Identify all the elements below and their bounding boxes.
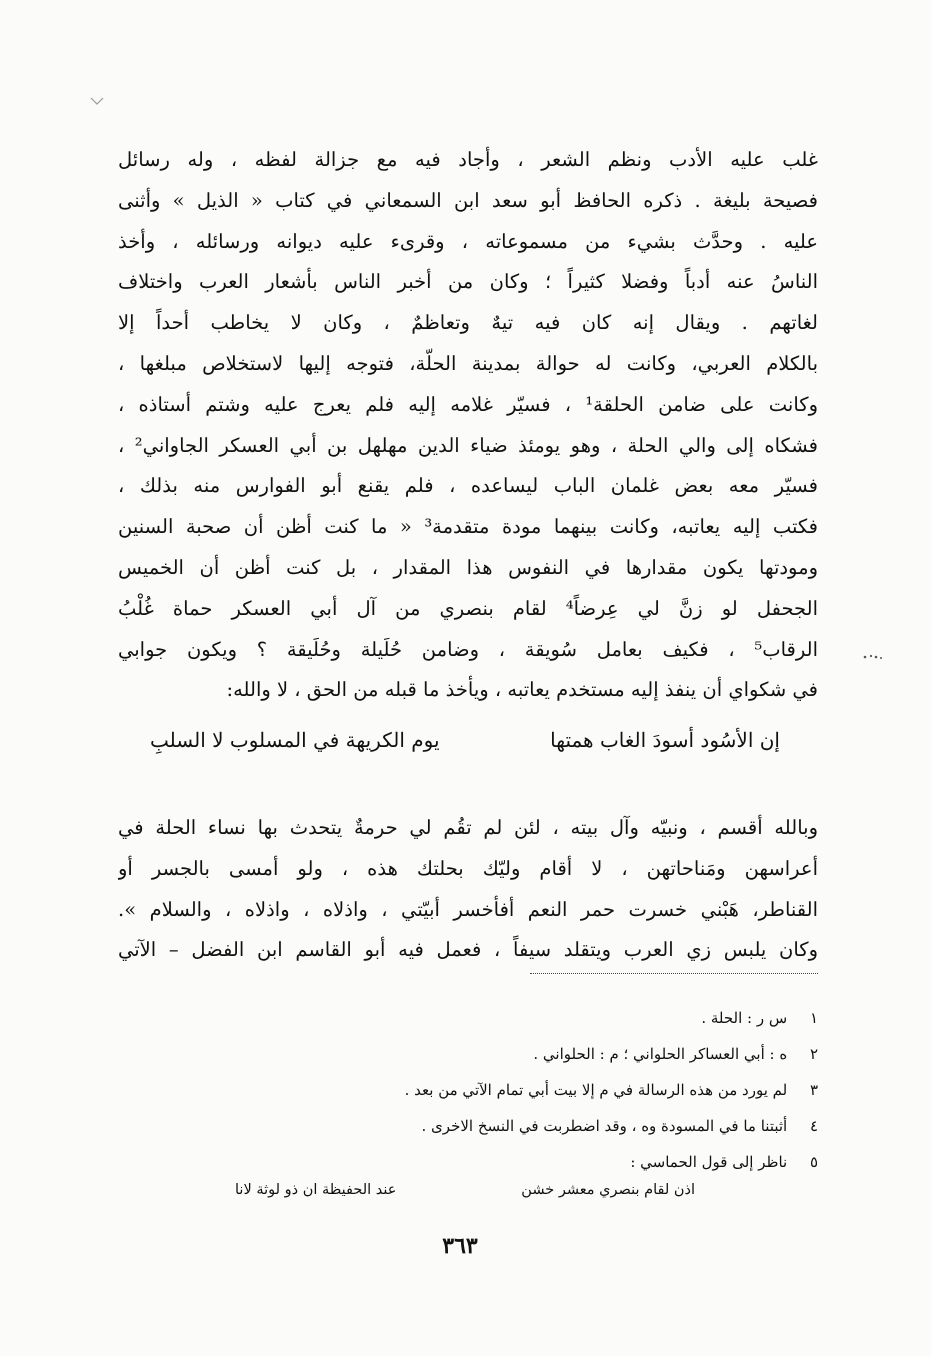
footnote [230,1108,818,1144]
text-line: غلب عليه الأدب ونظم الشعر ، وأجاد فيه مع جزالة لفظه ، وله رسائل [118,148,818,171]
verse-first-hemistich: إن الأسُود أسودَ الغاب همتها [550,728,780,752]
footnote-text: لم يورد من هذه الرسالة في م إلا بيت أبي تمام الآتي من بعد . [404,1081,788,1099]
footnote [230,1000,818,1036]
footnote-text: أثبتنا ما في المسودة وه ، وقد اضطربت في النسخ الاخرى . [421,1117,788,1135]
footnote-number: ٣ [809,1081,818,1099]
text-line: عليه . وحدَّث بشيء من مسموعاته ، وقرىء عليه ديوانه ورسائله ، وأخذ [118,229,818,253]
text-line: وكانت على ضامن الحلقة¹ ، فسيّر غلامه إليه فلم يعرج عليه وشتم أستاذه ، [118,392,818,416]
footnote-text: س ر : الحلة . [701,1009,788,1027]
footnotes [230,1000,818,1180]
page-number: ٣٦٣ [442,1233,478,1259]
text-line: الجحفل لو زنَّ لي عِرضاً⁴ لقام بنصري من آل أبي العسكر حماة غُلْبُ [118,596,818,620]
verse-second-hemistich: يوم الكريهة في المسلوب لا السلبِ [150,728,440,752]
text-line: في شكواي أن ينفذ إليه مستخدم يعاتبه ، ويأخذ ما قبله من الحق ، لا والله: [226,678,818,702]
footnote-verse [235,1175,695,1205]
main-text-block-continued [118,808,818,971]
footnote [230,1036,818,1072]
footnote-number: ٢ [809,1045,818,1063]
footnote-number: ٤ [809,1117,818,1135]
footnote-number: ١ [809,1009,818,1027]
footnote-text: ناظر إلى قول الحماسي : [630,1153,788,1171]
text-line: بالكلام العربي، وكانت له حوالة بمدينة الحلّة، فتوجه إليها لاستخلاص مبلغها ، [118,351,818,375]
poem-verse [150,718,780,762]
text-line: أعراسهن ومَناحاتهن ، لا أقام وليّك بحلتك هذه ، ولو أمسى بالجسر أو [118,856,818,880]
text-line: فشكاه إلى والي الحلة ، وهو يومئذ ضياء الدين مهلهل بن أبي العسكر الجاواني² ، [118,433,818,457]
text-line: فصيحة بليغة . ذكره الحافظ أبو سعد ابن السمعاني في كتاب « الذيل » وأثنى [118,188,818,212]
text-line: فكتب إليه يعاتبه، وكانت بينهما مودة متقدمة³ « ما كنت أظن أن صحبة السنين [118,515,818,539]
footnote-verse-first-hemistich: اذن لقام بنصري معشر خشن [521,1182,695,1198]
text-line: فسيّر معه بعض غلمان الباب ليساعده ، فلم يقنع أبو الفوارس منه بذلك ، [118,474,818,498]
footnote-number: ٥ [809,1153,818,1171]
main-text-block [118,140,818,711]
text-line: لغاتهم . ويقال إنه كان فيه تيهٌ وتعاظمٌ ، وكان لا يخاطب أحداً إلا [118,311,818,335]
footnote [230,1072,818,1108]
scan-mark-margin [861,653,885,661]
text-line: الرقاب⁵ ، فكيف بعامل سُويقة ، وضامن حُلَيلة وحُلَيقة ؟ ويكون جوابي [118,637,818,661]
text-line: القناطر، هَبْني خسرت حمر النعم أفأخسر أبيّتي ، واذلاه ، واذلاه ، والسلام ». [118,897,818,921]
text-line: ومودتها يكون مقدارها في النفوس هذا المقدار ، بل كنت أظن أن الخميس [118,555,818,579]
scan-mark-top [90,96,104,106]
text-line: الناسُ عنه أدباً وفضلا كثيراً ؛ وكان من أخبر الناس بأشعار العرب واختلاف [118,270,818,294]
footnote-separator [530,973,818,974]
text-line: وبالله أقسم ، ونبيّه وآل بيته ، لئن لم تقُم لي حرمةٌ يتحدث بها نساء الحلة في [118,816,818,839]
text-line: وكان يلبس زي العرب ويتقلد سيفاً ، فعمل فيه أبو القاسم ابن الفضل – الآتي [118,938,818,962]
footnote-text: ه : أبي العساكر الحلواني ؛ م : الحلواني . [533,1045,788,1063]
footnote-verse-second-hemistich: عند الحفيظة ان ذو لوثة لانا [235,1182,397,1198]
